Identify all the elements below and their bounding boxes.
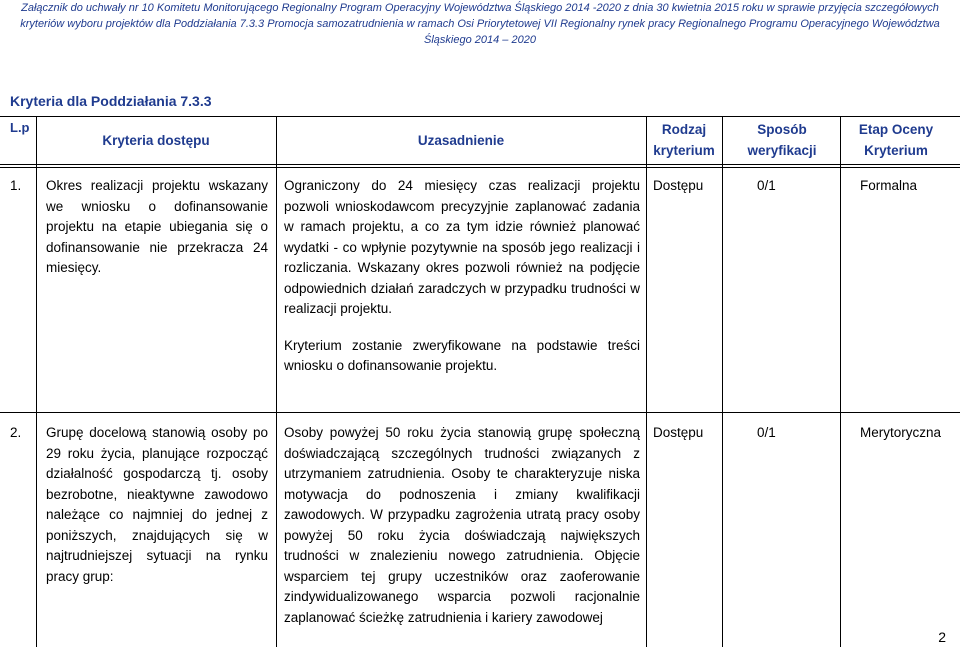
table-top-border	[0, 116, 960, 117]
row-1-method: 0/1	[757, 178, 776, 193]
header-criteria: Kryteria dostępu	[102, 133, 210, 148]
col-divider-1	[36, 116, 37, 647]
header-bottom-border	[0, 164, 960, 165]
row-1-justification	[284, 176, 640, 377]
header-justification: Uzasadnienie	[417, 133, 505, 148]
row-1-justification-p2: Kryterium zostanie zweryfikowane na podstawie treści wniosku o dofinansowanie projektu.	[284, 337, 640, 373]
row-1-lp: 1.	[10, 178, 22, 193]
col-divider-5	[840, 116, 841, 647]
col-divider-2	[276, 116, 277, 647]
section-title: Kryteria dla Poddziałania 7.3.3	[10, 93, 212, 109]
row-2-justification: Osoby powyżej 50 roku życia stanowią grupę społeczną doświadczającą szczególnych trudności związanych z utrzymaniem zatrudnienia. Osoby te charakteryzuje niska motywacja do podnoszenia i zmiany kwalifikacji zawodowych. W przypadku zagrożenia utratą pracy osoby powyżej 50 roku życia doświadczają największych trudności w znalezieniu nowego zatrudnienia. Objęcie wsparciem tej grupy uczestników oraz zaoferowanie zindywidualizowanego wsparcia pozwoli racjonalnie zaplanować ścieżkę zatrudnienia i kariery zawodowej	[284, 425, 640, 625]
col-divider-4	[722, 116, 723, 647]
row-2-stage: Merytoryczna	[860, 425, 942, 440]
header-line-2: kryteriów wyboru projektów dla Poddziałania 7.3.3 Promocja samozatrudnienia w ramach Osi Priorytetowej VII Regionalny rynek pracy Regionalnego Programu Operacyjnego Województwa	[20, 18, 940, 30]
row-1-stage: Formalna	[860, 178, 918, 193]
header-line-1: Załącznik do uchwały nr 10 Komitetu Monitorującego Regionalny Program Operacyjny Województwa Śląskiego 2014 -2020 z dnia 30 kwietnia 2015 roku w sprawie przyjęcia szczegółowych	[21, 2, 939, 14]
page-number: 2	[938, 629, 946, 645]
col-divider-3	[646, 116, 647, 647]
row-2-criteria: Grupę docelową stanowią osoby po 29 roku życia, planujące rozpocząć działalność gospodarczą tj. osoby bezrobotne, nieaktywne zawodowo należące co najmniej do jednej z poniższych, znajdujących się w najtrudniejszej sytuacji na rynku pracy grup:	[46, 425, 268, 584]
header-line-3: Śląskiego 2014 – 2020	[424, 34, 536, 46]
document-header	[0, 0, 960, 48]
row-2-method: 0/1	[757, 425, 776, 440]
header-method: Sposób weryfikacji	[747, 122, 817, 158]
header-stage: Etap Oceny Kryterium	[858, 122, 934, 158]
row-1-criteria: Okres realizacji projektu wskazany we wniosku o dofinansowanie projektu na etapie ubiegania się o dofinansowanie nie przekracza 24 miesięcy.	[46, 178, 268, 275]
row-2-lp: 2.	[10, 425, 22, 440]
header-type: Rodzaj kryterium	[653, 122, 715, 158]
row-2-type: Dostępu	[653, 425, 704, 440]
header-bottom-border-double	[0, 167, 960, 168]
row-1-justification-p1: Ograniczony do 24 miesięcy czas realizacji projektu pozwoli wnioskodawcom precyzyjnie zaplanować zadania w ramach projektu, a co za tym idzie również planować wydatki - co wpłynie pozytywnie na sposób jego realizacji i rozliczania. Wskazany okres pozwoli również na podjęcie odpowiednich działań zaradczych w przypadku trudności w realizacji projektu.	[284, 178, 640, 316]
header-lp: L.p	[10, 120, 30, 135]
row-1-type: Dostępu	[653, 178, 704, 193]
row-1-bottom-border	[0, 412, 960, 413]
